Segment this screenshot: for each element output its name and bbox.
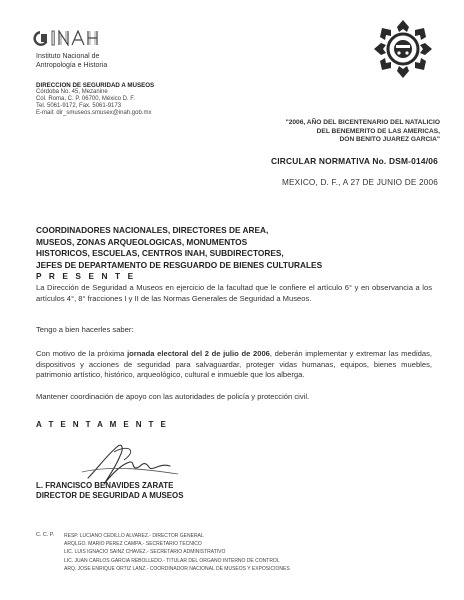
addressee-line: JEFES DE DEPARTAMENTO DE RESGUARDO DE BIENES CULTURALES bbox=[36, 259, 323, 270]
signer-title: DIRECTOR DE SEGURIDAD A MUSEOS bbox=[36, 491, 184, 500]
paragraph-text: , deberán implementar y extremar las medidas, dispositivos y acciones de seguridad para salvaguardar, proteger vidas humanas, equipos, bienes muebles, patrimonio artístico, histórico, arqueológico, cultural e inmueble que los alberga. bbox=[36, 349, 432, 379]
ccp-recipient: LIC. LUIS IGNACIO SAINZ CHAVEZ.- SECRETARIO ADMINISTRATIVO bbox=[64, 549, 226, 556]
motto-line: DEL BENEMERITO DE LAS AMERICAS, bbox=[316, 127, 440, 135]
ccp-list bbox=[64, 532, 290, 573]
department-address: Córdoba No. 45, Mezanine bbox=[36, 89, 108, 95]
body-paragraph-1: La Dirección de Seguridad a Museos en ejercicio de la facultad que le confiere el artículo 6° y en observancia a los artículos 4°, 8° fracciones I y II de las Normas Generales de Seguridad a Museos. bbox=[36, 283, 432, 303]
ccp-recipient: RESP. LUCIANO CEDILLO ALVAREZ.- DIRECTOR GENERAL bbox=[64, 533, 204, 539]
department-email: E-mail: dir_smuseos.smusex@inah.gob.mx bbox=[36, 110, 152, 116]
body-paragraph-3 bbox=[36, 349, 432, 381]
motto-line: DON BENITO JUAREZ GARCIA" bbox=[339, 136, 440, 144]
ccp-label: C. C. P. bbox=[36, 532, 55, 538]
institution-name bbox=[36, 52, 107, 70]
body-paragraph-2: Tengo a bien hacerles saber: bbox=[36, 325, 134, 334]
commemorative-motto bbox=[190, 119, 440, 145]
addressee-line: MUSEOS, ZONAS ARQUEOLOGICAS, MONUMENTOS bbox=[36, 236, 248, 247]
circular-number: CIRCULAR NORMATIVA No. DSM-014/06 bbox=[271, 156, 438, 166]
document-date: MEXICO, D. F., A 27 DE JUNIO DE 2006 bbox=[282, 178, 438, 187]
addressee-line: HISTORICOS, ESCUELAS, CENTROS INAH, SUBDIRECTORES, bbox=[36, 248, 284, 258]
paragraph-text: Con motivo de la próxima bbox=[36, 349, 128, 358]
motto-line: "2006, AÑO DEL BICENTENARIO DEL NATALICIO bbox=[285, 119, 440, 126]
department-phone: Tel. 5061-9172, Fax. 5061-9173 bbox=[36, 103, 122, 109]
election-date-highlight: jornada electoral del 2 de julio de 2006 bbox=[127, 349, 270, 358]
ccp-recipient: LIC. JUAN CARLOS GARCIA REBOLLEDO.- TITULAR DEL ORGANO INTERNO DE CONTROL bbox=[64, 557, 280, 564]
department-title: DIRECCION DE SEGURIDAD A MUSEOS bbox=[36, 82, 155, 89]
inah-logo bbox=[32, 30, 106, 46]
signer-block bbox=[36, 481, 183, 501]
ccp-recipient: ARQ. JOSE ENRIQUE ORTIZ LANZ.- COORDINADOR NACIONAL DE MUSEOS Y EXPOSICIONES bbox=[64, 565, 290, 572]
signer-name: L. FRANCISCO BENAVIDES ZARATE bbox=[36, 481, 174, 490]
presente-label: P R E S E N T E bbox=[36, 271, 136, 281]
emblem-icon bbox=[372, 18, 434, 80]
closing-salutation: A T E N T A M E N T E bbox=[36, 420, 169, 429]
ccp-recipient: ARQLGO. MARIO PEREZ CAMPA.- SECRETARIO TECNICO bbox=[64, 541, 202, 548]
department-address: Col. Roma, C. P. 06700, México D. F. bbox=[36, 96, 135, 102]
department-block bbox=[36, 82, 154, 117]
institution-line: Instituto Nacional de bbox=[36, 53, 100, 60]
institution-line: Antropología e Historia bbox=[36, 62, 108, 69]
addressee-line: COORDINADORES NACIONALES, DIRECTORES DE AREA, bbox=[36, 225, 269, 235]
addressees-block bbox=[36, 225, 322, 283]
body-paragraph-4: Mantener coordinación de apoyo con las autoridades de policía y protección civil. bbox=[36, 392, 310, 401]
